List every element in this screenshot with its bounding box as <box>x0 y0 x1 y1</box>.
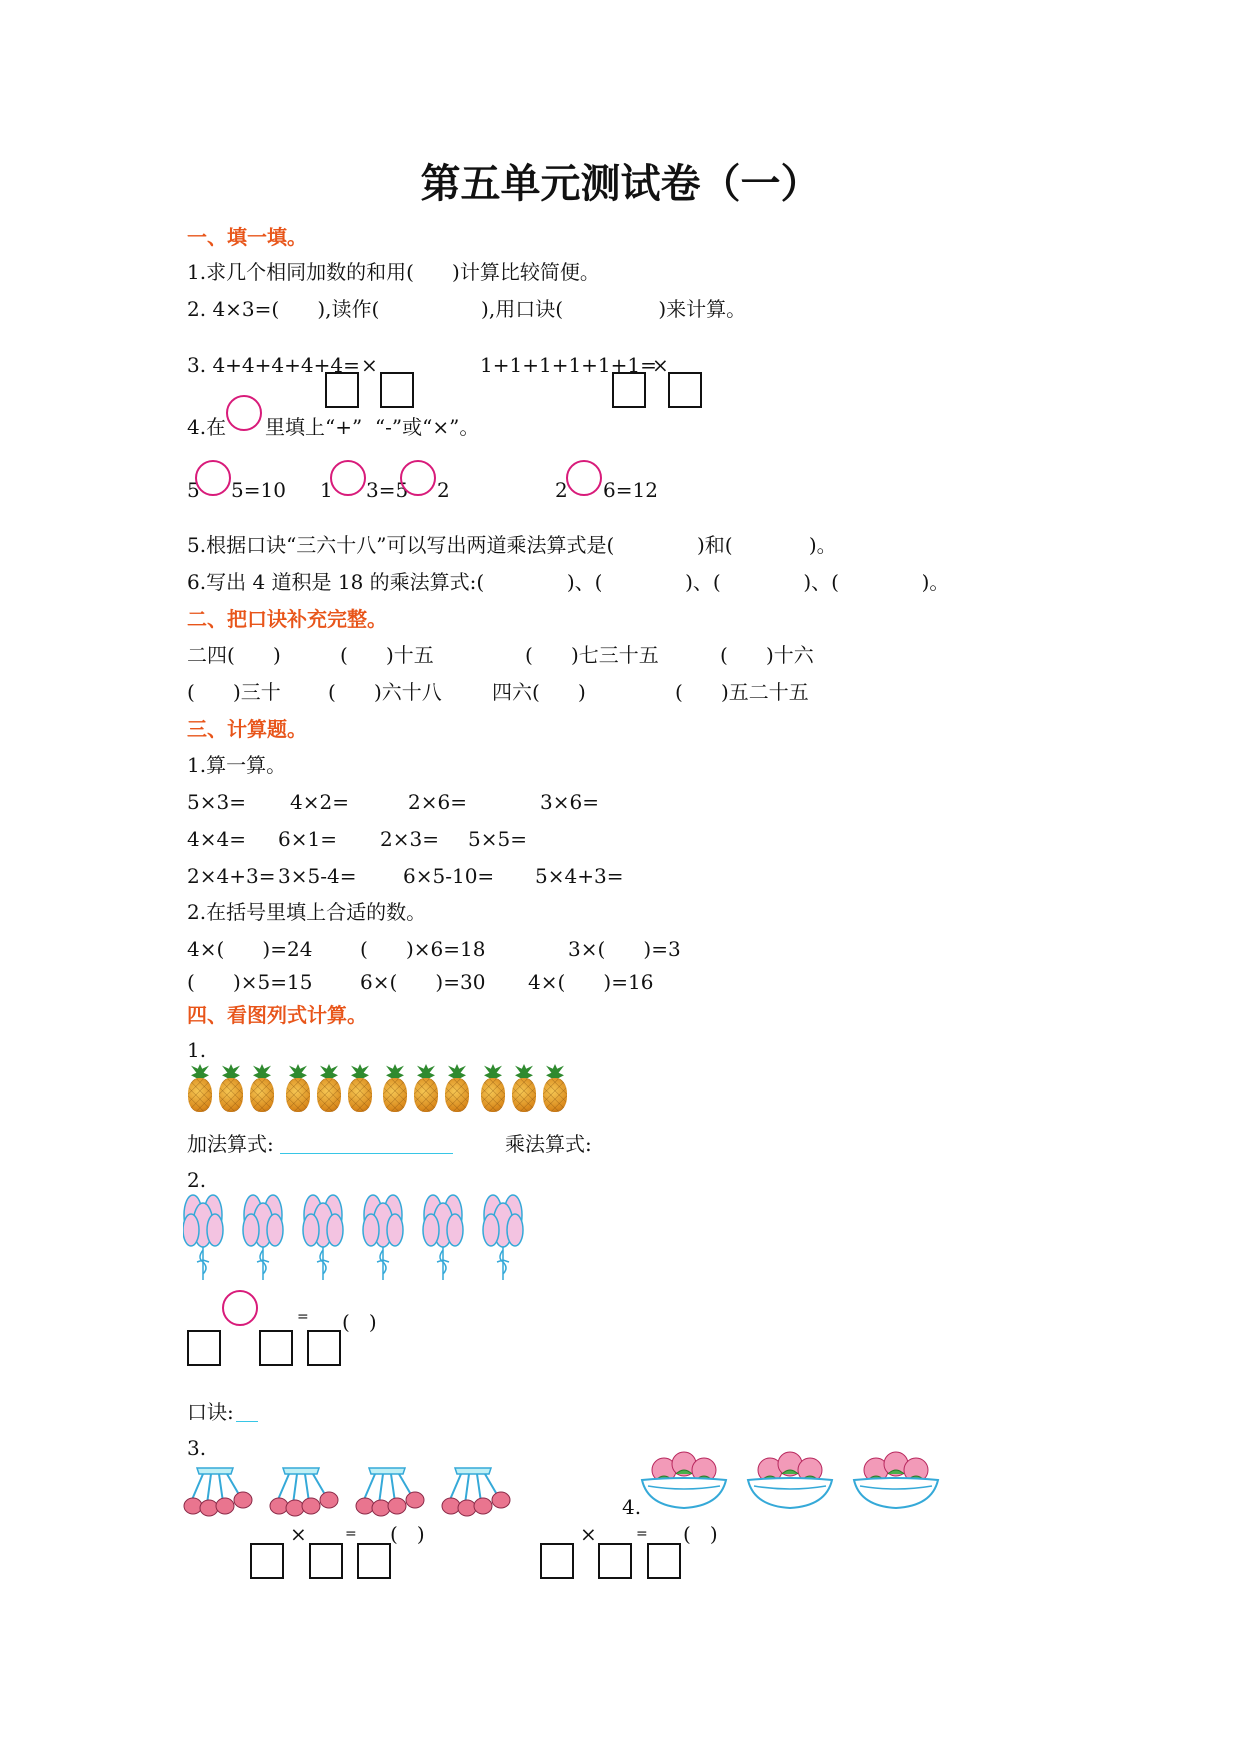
picture-question-1-number: 1. <box>187 1038 207 1062</box>
addition-label: 加法算式: <box>187 1132 274 1156</box>
koujue-label: 口诀: <box>187 1400 234 1424</box>
picture-question-3-number: 3. <box>187 1436 207 1460</box>
pineapple-group <box>479 1064 572 1112</box>
expr-text: 2 <box>437 478 450 502</box>
answer-box[interactable] <box>647 1543 681 1579</box>
question-1-4b: 里填上“+” “-”或“×”。 <box>265 415 480 439</box>
balloon-picture <box>183 1190 543 1284</box>
pineapple-icon <box>248 1064 276 1112</box>
calc-item: 5×3= <box>187 790 246 814</box>
peach-bowl-picture <box>640 1446 940 1512</box>
answer-box[interactable] <box>668 372 702 408</box>
equals-sign: = <box>297 1309 309 1325</box>
answer-paren: ( ) <box>390 1522 425 1546</box>
fill-item: ( )×5=15 <box>187 970 313 994</box>
picture-question-2-number: 2. <box>187 1168 207 1192</box>
answer-paren: ( ) <box>342 1310 377 1334</box>
answer-box[interactable] <box>250 1543 284 1579</box>
calc-item: 4×2= <box>290 790 349 814</box>
calc-item: 5×4+3= <box>535 864 624 888</box>
koujue-item: ( )十六 <box>720 643 814 667</box>
pineapple-icon <box>412 1064 440 1112</box>
equals-sign: = <box>345 1526 357 1542</box>
pineapple-icon <box>186 1064 214 1112</box>
picture-question-4-number: 4. <box>622 1495 642 1519</box>
question-1-5: 5.根据口诀“三六十八”可以写出两道乘法算式是( )和( )。 <box>187 533 837 557</box>
answer-box[interactable] <box>540 1543 574 1579</box>
pineapple-icon <box>217 1064 245 1112</box>
subquestion-3-1: 1.算一算。 <box>187 753 287 777</box>
answer-box[interactable] <box>309 1543 343 1579</box>
question-1-3a: 3. 4+4+4+4+4= <box>187 353 360 377</box>
section-3-heading: 三、计算题。 <box>187 717 307 741</box>
koujue-item: ( )十五 <box>340 643 434 667</box>
answer-box[interactable] <box>612 372 646 408</box>
expr-text: 2 <box>555 478 568 502</box>
koujue-item: ( )七三十五 <box>525 643 659 667</box>
page-title: 第五单元测试卷（一） <box>420 160 821 207</box>
expr-text: 6=12 <box>603 478 658 502</box>
times-sign: × <box>290 1522 307 1546</box>
koujue-answer-line[interactable] <box>236 1421 258 1422</box>
fill-item: 6×( )=30 <box>360 970 486 994</box>
koujue-item: 四六( ) <box>492 680 586 704</box>
koujue-item: ( )六十八 <box>328 680 442 704</box>
section-2-heading: 二、把口诀补充完整。 <box>187 607 387 631</box>
pineapple-group <box>186 1064 279 1112</box>
expr-text: 1 <box>320 478 333 502</box>
calc-item: 2×4+3= <box>187 864 276 888</box>
equals-sign: = <box>636 1526 648 1542</box>
answer-paren: ( ) <box>683 1522 718 1546</box>
pineapple-icon <box>346 1064 374 1112</box>
answer-box[interactable] <box>259 1330 293 1366</box>
operator-circle[interactable] <box>226 395 262 431</box>
calc-item: 5×5= <box>468 827 527 851</box>
expr-text: 5 <box>187 478 200 502</box>
cherry-picture <box>183 1460 523 1518</box>
pineapple-icon <box>315 1064 343 1112</box>
section-1-heading: 一、填一填。 <box>187 225 307 249</box>
pineapple-group <box>381 1064 474 1112</box>
expr-text: 3=5 <box>366 478 409 502</box>
pineapple-icon <box>381 1064 409 1112</box>
section-4-heading: 四、看图列式计算。 <box>187 1003 367 1027</box>
fill-item: 3×( )=3 <box>568 937 681 961</box>
answer-box[interactable] <box>357 1543 391 1579</box>
addition-answer-line[interactable] <box>280 1153 453 1154</box>
calc-item: 2×3= <box>380 827 439 851</box>
pineapple-icon <box>510 1064 538 1112</box>
multiplication-label: 乘法算式: <box>505 1132 592 1156</box>
pineapple-icon <box>443 1064 471 1112</box>
times-sign: × <box>652 353 669 377</box>
operator-circle[interactable] <box>330 460 366 496</box>
pineapple-icon <box>284 1064 312 1112</box>
operator-circle[interactable] <box>566 460 602 496</box>
koujue-item: 二四( ) <box>187 643 281 667</box>
fill-item: 4×( )=16 <box>528 970 654 994</box>
koujue-item: ( )三十 <box>187 680 281 704</box>
pineapple-icon <box>541 1064 569 1112</box>
operator-circle[interactable] <box>195 460 231 496</box>
fill-item: ( )×6=18 <box>360 937 486 961</box>
question-1-2: 2. 4×3=( ),读作( ),用口诀( )来计算。 <box>187 297 747 321</box>
calc-item: 2×6= <box>408 790 467 814</box>
calc-item: 6×1= <box>278 827 337 851</box>
answer-box[interactable] <box>325 372 359 408</box>
calc-item: 3×6= <box>540 790 599 814</box>
fill-item: 4×( )=24 <box>187 937 313 961</box>
subquestion-3-2: 2.在括号里填上合适的数。 <box>187 900 427 924</box>
pineapple-group <box>284 1064 377 1112</box>
koujue-item: ( )五二十五 <box>675 680 809 704</box>
times-sign: × <box>361 353 378 377</box>
pineapple-icon <box>479 1064 507 1112</box>
question-1-1: 1.求几个相同加数的和用( )计算比较简便。 <box>187 260 600 284</box>
expr-text: 5=10 <box>231 478 286 502</box>
answer-box[interactable] <box>598 1543 632 1579</box>
question-1-6: 6.写出 4 道积是 18 的乘法算式:( )、( )、( )、( )。 <box>187 570 950 594</box>
operator-circle[interactable] <box>222 1290 258 1326</box>
answer-box[interactable] <box>307 1330 341 1366</box>
answer-box[interactable] <box>380 372 414 408</box>
calc-item: 3×5-4= <box>278 864 357 888</box>
answer-box[interactable] <box>187 1330 221 1366</box>
times-sign: × <box>580 1522 597 1546</box>
question-1-3b: 1+1+1+1+1+1= <box>480 353 657 377</box>
question-1-4a: 4.在 <box>187 415 227 439</box>
calc-item: 4×4= <box>187 827 246 851</box>
operator-circle[interactable] <box>400 460 436 496</box>
calc-item: 6×5-10= <box>403 864 495 888</box>
